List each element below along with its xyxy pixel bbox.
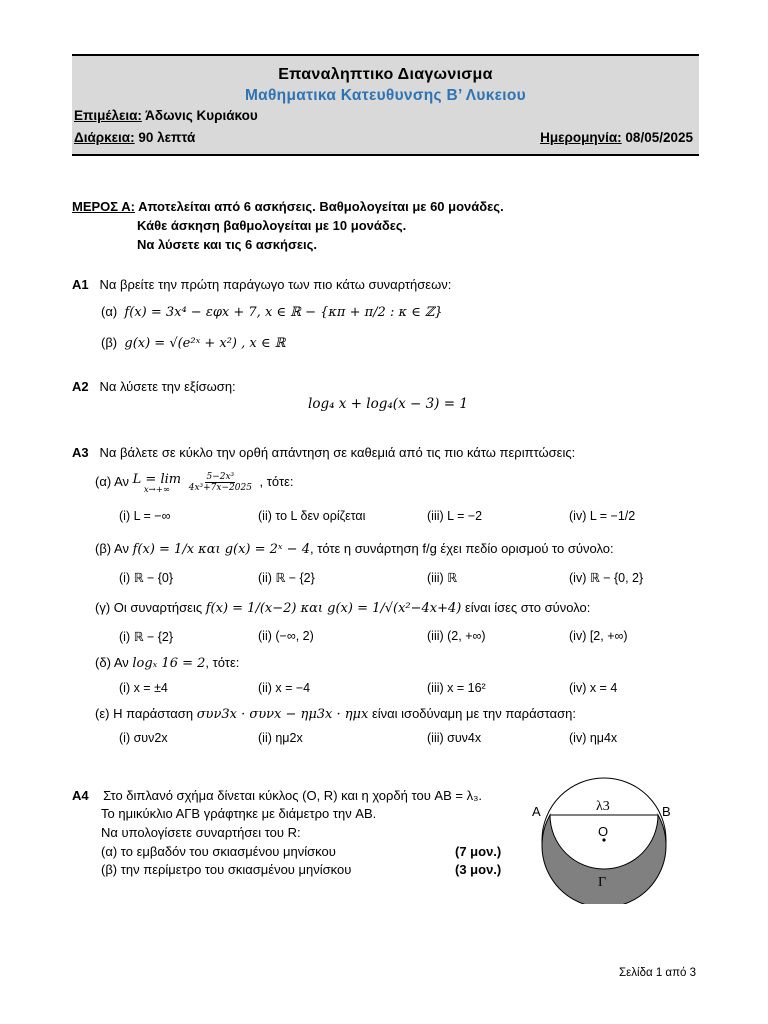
a2-number: Α2 — [72, 379, 89, 394]
option[interactable]: (iv) ημ4x — [569, 731, 618, 745]
option[interactable]: (iii) συν4x — [427, 731, 482, 745]
label-chord: λ3 — [596, 799, 610, 814]
option[interactable]: (i) ℝ − {2} — [119, 630, 174, 644]
option[interactable]: (iii) L = −2 — [427, 509, 483, 523]
part-a-line3: Να λύσετε και τις 6 ασκήσεις. — [137, 237, 318, 252]
duration-row — [74, 130, 195, 145]
option[interactable]: (ii) x = −4 — [258, 681, 311, 695]
a3-delta-label: (δ) — [95, 655, 111, 670]
a4-alpha: (α) το εμβαδόν του σκιασμένου μηνίσκου — [101, 844, 336, 859]
a3-alpha-num: 5−2x³ — [206, 472, 235, 482]
date-value: 08/05/2025 — [625, 130, 693, 145]
option[interactable]: (iv) L = −1/2 — [569, 509, 636, 523]
option[interactable]: (ii) ημ2x — [258, 731, 303, 745]
option[interactable]: (iv) ℝ − {0, 2} — [569, 571, 644, 585]
option[interactable]: (i) L = −∞ — [119, 509, 171, 523]
a3-header — [72, 445, 575, 460]
page-number: Σελίδα 1 από 3 — [619, 967, 696, 979]
a2-equation: log₄ x + log₄(x − 3) = 1 — [308, 396, 468, 412]
a3-alpha-lim-sub: x→+∞ — [143, 485, 170, 495]
a3-beta-label: (β) — [95, 541, 112, 556]
editor-label: Επιμέλεια: — [74, 108, 142, 123]
label-gamma: Γ — [598, 875, 607, 890]
duration-label: Διάρκεια: — [74, 130, 135, 145]
circle-lune-figure — [514, 772, 694, 904]
exam-title: Επαναληπτικο Διαγωνισμα — [278, 66, 493, 83]
option[interactable]: (iii) x = 16² — [427, 681, 486, 695]
option[interactable]: (iii) ℝ — [427, 571, 458, 585]
option[interactable]: (iv) x = 4 — [569, 681, 618, 695]
a3-alpha-pre: Αν — [114, 473, 130, 489]
a3-beta-post: , τότε η συνάρτηση f/g έχει πεδίο ορισμού το σύνολο: — [309, 541, 614, 556]
label-b: B — [662, 804, 671, 819]
option[interactable]: (i) x = ±4 — [119, 681, 168, 695]
a4-beta: (β) την περίμετρο του σκιασμένου μηνίσκου — [101, 862, 352, 877]
editor-value: Άδωνις Κυριάκου — [145, 108, 258, 123]
a3-alpha-fraction — [189, 472, 252, 493]
a1-number: Α1 — [72, 277, 89, 292]
option[interactable]: (i) ℝ − {0} — [119, 571, 174, 585]
a3-delta-question — [95, 655, 239, 671]
a1-beta-expr: g(x) = √(e²ˣ + x²) , x ∈ ℝ — [124, 336, 286, 351]
a3-beta-math: f(x) = 1/x και g(x) = 2ˣ − 4 — [132, 542, 310, 557]
a3-epsilon-math: συν3x · συνx − ημ3x · ημx — [196, 707, 369, 722]
a3-delta-pre: Αν — [113, 655, 129, 670]
label-center: O — [598, 824, 609, 839]
part-a-line2: Κάθε άσκηση βαθμολογείται με 10 μονάδες. — [137, 218, 407, 233]
a1-header — [72, 277, 451, 292]
date-row — [540, 130, 693, 145]
exam-header — [72, 54, 699, 156]
a4-alpha-points: (7 μον.) — [455, 844, 502, 859]
a2-prompt: Να λύσετε την εξίσωση: — [99, 379, 236, 394]
option[interactable]: (ii) (−∞, 2) — [258, 629, 314, 643]
a1-beta — [101, 335, 285, 351]
a3-delta-post: , τότε: — [205, 655, 240, 670]
a1-prompt: Να βρείτε την πρώτη παράγωγο των πιο κάτω συναρτήσεων: — [99, 277, 452, 292]
option[interactable]: (i) συν2x — [119, 731, 168, 745]
a1-alpha-label: (α) — [101, 304, 118, 319]
a1-alpha-expr: f(x) = 3x⁴ − εφx + 7, x ∈ ℝ − {κπ + π/2 : κ ∈ ℤ} — [124, 305, 443, 320]
a3-gamma-question — [95, 600, 590, 616]
option[interactable]: (iii) (2, +∞) — [427, 629, 486, 643]
a4-line1: Στο διπλανό σχήμα δίνεται κύκλος (O, R) και η χορδή του AB = λ₃. — [103, 788, 482, 803]
a3-gamma-math: f(x) = 1/(x−2) και g(x) = 1/√(x²−4x+4) — [205, 601, 462, 616]
a3-epsilon-label: (ε) — [95, 706, 110, 721]
a3-alpha-question — [95, 472, 294, 495]
part-a-line1: Αποτελείται από 6 ασκήσεις. Βαθμολογείται με 60 μονάδες. — [138, 199, 504, 214]
a3-gamma-pre: Οι συναρτήσεις — [113, 600, 203, 615]
a3-epsilon-post: είναι ισοδύναμη με την παράσταση: — [371, 706, 576, 721]
a4-number: Α4 — [72, 788, 89, 803]
a3-alpha-limit — [133, 472, 181, 495]
a3-beta-question — [95, 541, 614, 557]
part-a-intro — [72, 199, 504, 214]
option[interactable]: (ii) το L δεν ορίζεται — [258, 509, 366, 523]
editor-row — [74, 108, 258, 123]
a4-line3: Να υπολογίσετε συναρτήσει του R: — [101, 825, 301, 840]
a3-number: Α3 — [72, 445, 89, 460]
a3-alpha-label: (α) — [95, 473, 112, 489]
a4-line2: Το ημικύκλιο ΑΓΒ γράφτηκε με διάμετρο την AB. — [101, 806, 377, 821]
a3-gamma-post: είναι ίσες στο σύνολο: — [465, 600, 591, 615]
a1-beta-label: (β) — [101, 335, 118, 350]
date-label: Ημερομηνία: — [540, 130, 622, 145]
label-a: A — [532, 804, 541, 819]
option[interactable]: (ii) ℝ − {2} — [258, 571, 315, 585]
option[interactable]: (iv) [2, +∞) — [569, 629, 628, 643]
a3-alpha-post: , τότε: — [259, 473, 294, 489]
a3-gamma-label: (γ) — [95, 600, 111, 615]
part-a-label: ΜΕΡΟΣ Α: — [72, 199, 135, 214]
a3-delta-math: logₓ 16 = 2 — [132, 656, 206, 671]
a3-epsilon-question — [95, 706, 576, 722]
a3-epsilon-pre: Η παράσταση — [113, 706, 194, 721]
a3-beta-pre: Αν — [114, 541, 129, 556]
exam-subtitle: Μαθηματικα Κατευθυνσης Β’ Λυκειου — [244, 87, 527, 104]
duration-value: 90 λεπτά — [138, 130, 196, 145]
a3-prompt: Να βάλετε σε κύκλο την ορθή απάντηση σε καθεμιά από τις πιο κάτω περιπτώσεις: — [99, 445, 576, 460]
a3-alpha-lim: L = lim — [132, 472, 182, 487]
a4-beta-points: (3 μον.) — [455, 862, 502, 877]
a4-line1-row — [72, 788, 482, 803]
a1-alpha — [101, 304, 443, 320]
a3-alpha-den: 4x³+7x−2025 — [188, 483, 252, 493]
a2-header — [72, 379, 236, 394]
